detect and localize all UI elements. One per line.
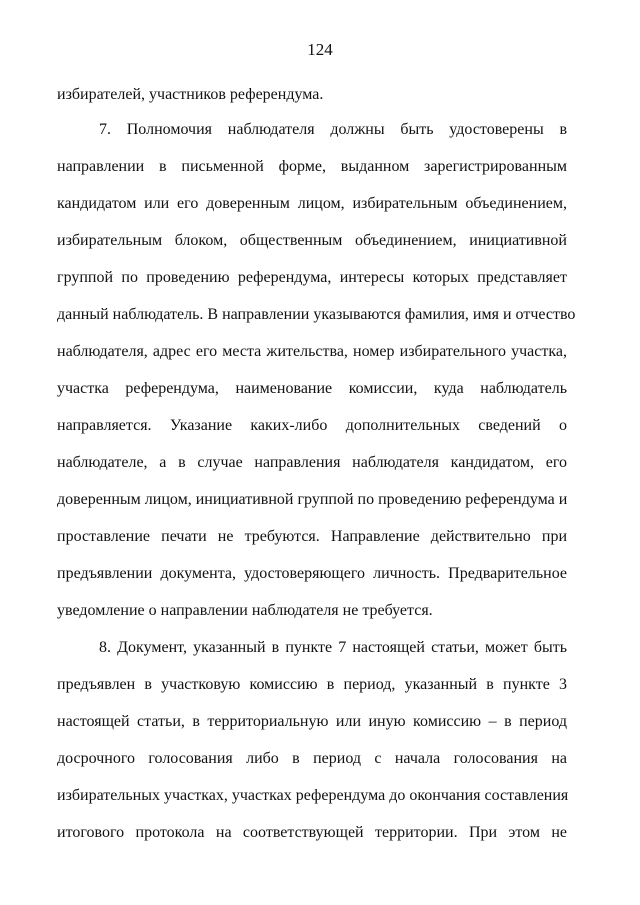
text-line: избирательным блоком, общественным объединением, инициативной	[57, 232, 567, 249]
text-line: итогового протокола на соответствующей территории. При этом не	[57, 824, 567, 841]
text-line: кандидатом или его доверенным лицом, избирательным объединением,	[57, 195, 567, 212]
page-number: 124	[307, 40, 333, 59]
text-line: доверенным лицом, инициативной группой по проведению референдума и	[57, 491, 568, 508]
text-line: направляется. Указание каких-либо дополнительных сведений о	[57, 417, 567, 434]
text-line: группой по проведению референдума, интересы которых представляет	[57, 269, 567, 286]
text-line: 7. Полномочия наблюдателя должны быть удостоверены в	[99, 121, 567, 138]
text-line: наблюдателя, адрес его места жительства, номер избирательного участка,	[57, 343, 567, 360]
text-line: проставление печати не требуются. Направление действительно при	[57, 528, 567, 545]
text-line: избирательных участках, участках референдума до окончания составления	[57, 787, 569, 804]
text-line: предъявлении документа, удостоверяющего личность. Предварительное	[57, 565, 567, 582]
text-line: направлении в письменной форме, выданном зарегистрированным	[57, 158, 567, 175]
text-line: предъявлен в участковую комиссию в период, указанный в пункте 3	[57, 676, 567, 693]
text-line: избирателей, участников референдума.	[57, 86, 324, 103]
text-line: участка референдума, наименование комиссии, куда наблюдатель	[57, 380, 567, 397]
text-line: уведомление о направлении наблюдателя не требуется.	[57, 602, 433, 619]
text-line: досрочного голосования либо в период с начала голосования на	[57, 750, 567, 767]
text-line: настоящей статьи, в территориальную или иную комиссию – в период	[57, 713, 567, 730]
text-line: данный наблюдатель. В направлении указываются фамилия, имя и отчество	[57, 306, 576, 323]
text-line: наблюдателе, а в случае направления наблюдателя кандидатом, его	[57, 454, 567, 471]
text-line: 8. Документ, указанный в пункте 7 настоящей статьи, может быть	[99, 639, 567, 656]
